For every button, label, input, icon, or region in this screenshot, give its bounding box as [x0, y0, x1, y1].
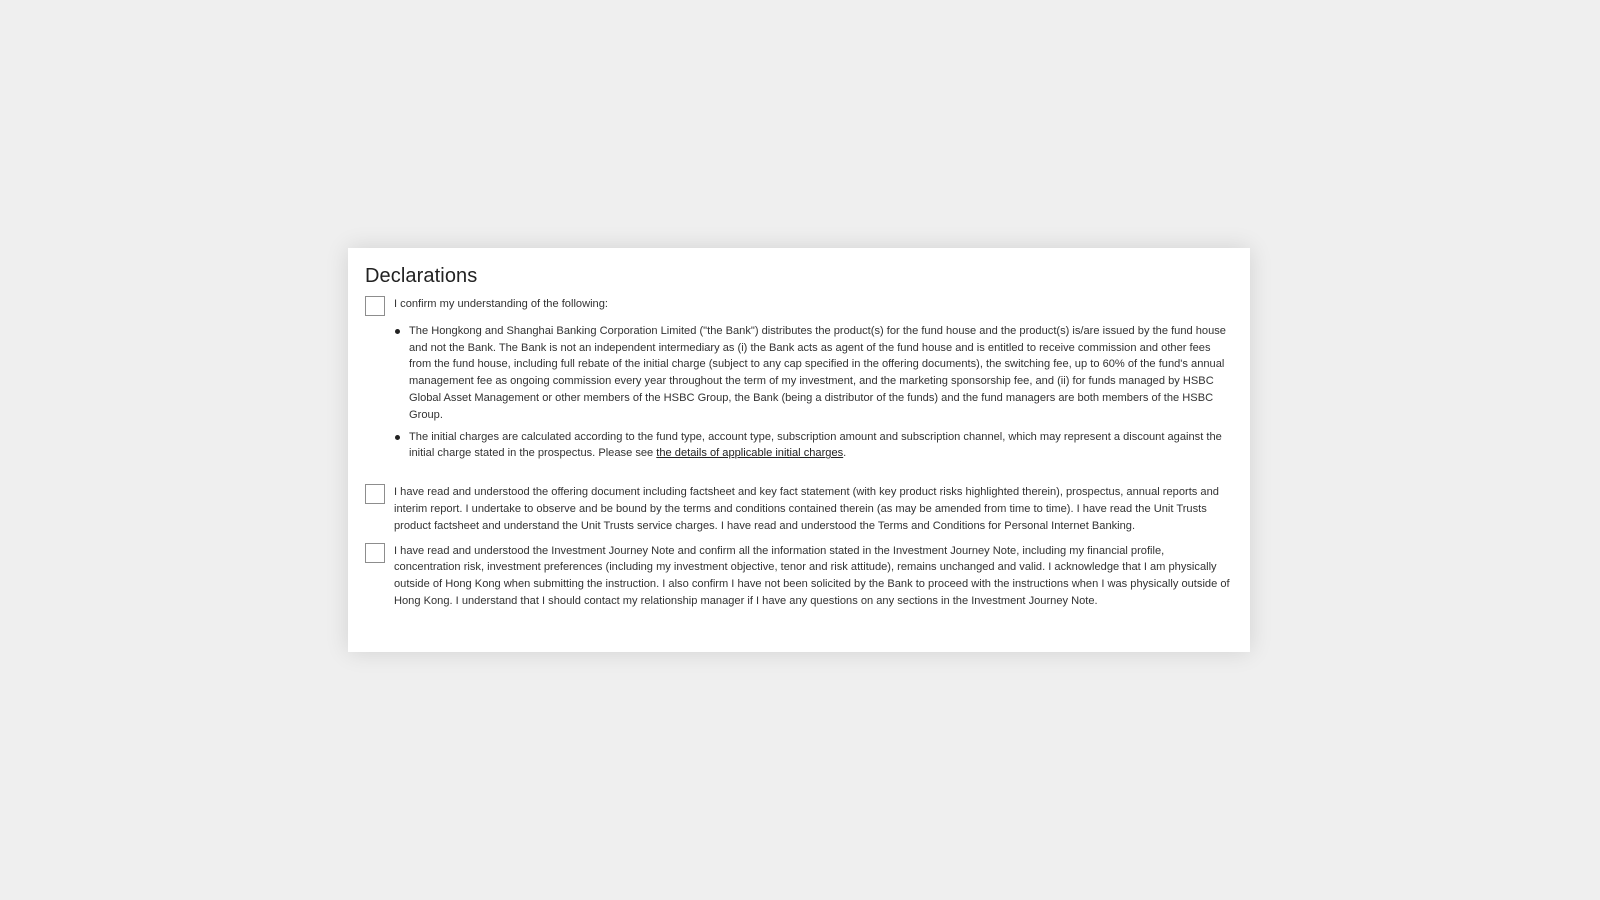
bullet-dot-icon — [395, 329, 400, 334]
declaration-3-body — [394, 543, 1233, 610]
initial-charges-details-link[interactable]: the details of applicable initial charges — [656, 447, 844, 460]
declaration-1-bullet-list — [394, 323, 1233, 462]
declaration-1 — [365, 296, 1233, 476]
bullet-item-initial-charges — [394, 429, 1233, 463]
bullet-text: The Hongkong and Shanghai Banking Corporation Limited ("the Bank") distributes the product(s) for the fund house and the product(s) is/are issued by the fund house and not the Bank. The Bank is not an independent intermediary as (i) the Bank acts as agent of the fund house and is entitled to receive commission and other fees from the fund house, including full rebate of the initial charge (subject to any cap specified in the offering documents), the switching fee, up to 60% of the fund's annual management fee as ongoing commission every year throughout the term of my investment, and the marketing sponsorship fee, and (ii) for funds managed by HSBC Global Asset Management or other members of the HSBC Group, the Bank (being a distributor of the funds) and the fund managers are both members of the HSBC Group. — [409, 324, 1226, 421]
declarations-card — [348, 248, 1250, 652]
bullet-dot-icon — [395, 435, 400, 440]
declaration-2-checkbox[interactable] — [365, 484, 385, 504]
declaration-3-text: I have read and understood the Investment Journey Note and confirm all the information stated in the Investment Journey Note, including my financial profile, concentration risk, investment preferences (including my investment objective, tenor and risk attitude), remains unchanged and valid. I acknowledge that I am physically outside of Hong Kong when submitting the instruction. I also confirm I have not been solicited by the Bank to proceed with the instructions when I was physically outside of Hong Kong. I understand that I should contact my relationship manager if I have any questions on any sections in the Investment Journey Note. — [394, 544, 1230, 607]
declaration-2 — [365, 484, 1233, 534]
bullet-item-bank-distributor — [394, 323, 1233, 424]
bullet-text-end: . — [843, 447, 847, 460]
declaration-3 — [365, 543, 1233, 610]
declarations-title: Declarations — [365, 265, 478, 287]
declaration-2-text: I have read and understood the offering document including factsheet and key fact statement (with key product risks highlighted therein), prospectus, annual reports and interim report. I undertake to observe and be bound by the terms and conditions contained therein (as may be amended from time to time). I have read the Unit Trusts product factsheet and understand the Unit Trusts service charges. I have read and understood the Terms and Conditions for Personal Internet Banking. — [394, 486, 1219, 532]
declaration-1-body — [394, 296, 1233, 476]
declaration-1-checkbox[interactable] — [365, 296, 385, 316]
declaration-1-text: I confirm my understanding of the following: — [394, 298, 608, 310]
bullet-text: The initial charges are calculated according to the fund type, account type, subscription amount and subscription channel, which may represent a discount against the initial charge stated in the prospectus. Please see — [409, 430, 1222, 460]
declaration-3-checkbox[interactable] — [365, 543, 385, 563]
declaration-2-body — [394, 484, 1233, 534]
